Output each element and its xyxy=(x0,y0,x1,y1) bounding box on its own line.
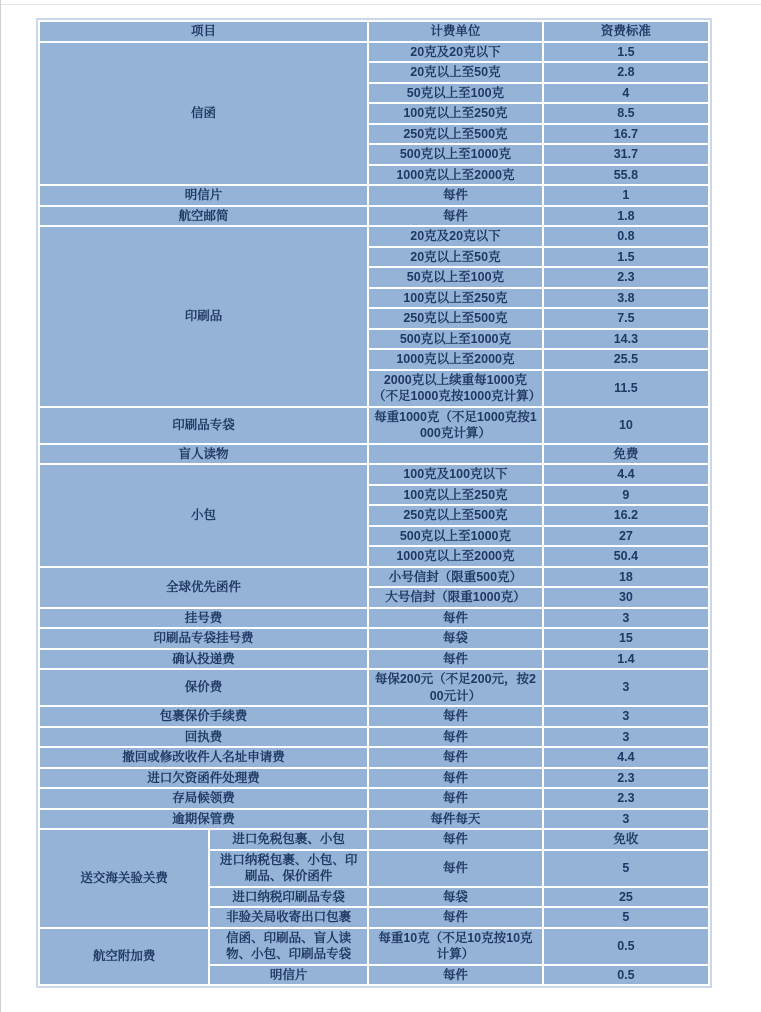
table-row xyxy=(40,789,708,808)
table-cell: 印刷品专袋 xyxy=(40,408,367,443)
table-cell: 每重1000克（不足1000克按1000克计算） xyxy=(369,408,542,443)
table-cell: 免费 xyxy=(544,445,708,464)
table-cell: 每件 xyxy=(369,609,542,628)
table-cell: 100克及100克以下 xyxy=(369,465,542,484)
table-row xyxy=(40,408,708,443)
table-cell: 50克以上至100克 xyxy=(369,268,542,287)
column-header: 项目 xyxy=(40,22,367,41)
table-cell: 每件 xyxy=(369,748,542,767)
table-cell: 5 xyxy=(544,908,708,927)
table-cell: 撤回或修改收件人名址申请费 xyxy=(40,748,367,767)
table-cell: 存局候领费 xyxy=(40,789,367,808)
table-cell: 免收 xyxy=(544,830,708,849)
table-cell: 500克以上至1000克 xyxy=(369,527,542,546)
table-row xyxy=(40,227,708,246)
table-cell: 每件每天 xyxy=(369,810,542,829)
table-cell: 3 xyxy=(544,728,708,747)
table-cell: 20克及20克以下 xyxy=(369,43,542,62)
table-cell: 10 xyxy=(544,408,708,443)
table-cell: 全球优先函件 xyxy=(40,568,367,607)
table-cell: 18 xyxy=(544,568,708,587)
table-cell: 每重10克（不足10克按10克计算） xyxy=(369,929,542,964)
table-cell: 3 xyxy=(544,609,708,628)
table-cell: 1000克以上至2000克 xyxy=(369,350,542,369)
table-cell: 进口纳税包裹、小包、印刷品、保价函件 xyxy=(210,851,367,886)
table-cell: 2.3 xyxy=(544,789,708,808)
table-cell: 每件 xyxy=(369,650,542,669)
table-cell: 31.7 xyxy=(544,145,708,164)
table-cell: 25.5 xyxy=(544,350,708,369)
table-cell: 每件 xyxy=(369,186,542,205)
table-cell: 信函 xyxy=(40,43,367,185)
table-cell: 3 xyxy=(544,810,708,829)
table-cell: 1 xyxy=(544,186,708,205)
table-cell: 250克以上至500克 xyxy=(369,125,542,144)
table-cell: 20克以上至50克 xyxy=(369,248,542,267)
table-cell: 2000克以上续重每1000克（不足1000克按1000克计算） xyxy=(369,371,542,406)
table-row xyxy=(40,707,708,726)
table-cell: 250克以上至500克 xyxy=(369,309,542,328)
table-cell: 每件 xyxy=(369,966,542,985)
table-cell: 每袋 xyxy=(369,888,542,907)
table-cell: 15 xyxy=(544,629,708,648)
table-cell: 100克以上至250克 xyxy=(369,104,542,123)
table-cell: 包裹保价手续费 xyxy=(40,707,367,726)
table-cell: 0.5 xyxy=(544,929,708,964)
table-cell: 小号信封（限重500克） xyxy=(369,568,542,587)
table-cell: 印刷品 xyxy=(40,227,367,406)
table-cell: 每件 xyxy=(369,707,542,726)
postal-fee-table xyxy=(36,18,712,988)
table-cell: 送交海关验关费 xyxy=(40,830,208,927)
table-cell: 小包 xyxy=(40,465,367,566)
table-cell: 进口欠资函件处理费 xyxy=(40,769,367,788)
table-cell: 50克以上至100克 xyxy=(369,84,542,103)
table-cell: 确认投递费 xyxy=(40,650,367,669)
table-row xyxy=(40,728,708,747)
table-cell: 信函、印刷品、盲人读物、小包、印刷品专袋 xyxy=(210,929,367,964)
table-cell: 每保200元（不足200元，按200元计） xyxy=(369,670,542,705)
table-cell: 50.4 xyxy=(544,547,708,566)
table-cell: 25 xyxy=(544,888,708,907)
table-row xyxy=(40,445,708,464)
column-header: 计费单位 xyxy=(369,22,542,41)
table-cell: 16.7 xyxy=(544,125,708,144)
table-row xyxy=(40,670,708,705)
window-edge-top-line xyxy=(0,4,761,5)
table-cell: 100克以上至250克 xyxy=(369,289,542,308)
table-cell: 4.4 xyxy=(544,748,708,767)
table-cell: 逾期保管费 xyxy=(40,810,367,829)
table-cell: 3.8 xyxy=(544,289,708,308)
table-cell: 27 xyxy=(544,527,708,546)
table-cell: 100克以上至250克 xyxy=(369,486,542,505)
table-cell: 1.8 xyxy=(544,207,708,226)
table-cell: 3 xyxy=(544,670,708,705)
table-cell: 保价费 xyxy=(40,670,367,705)
table-row xyxy=(40,568,708,587)
column-header: 资费标准 xyxy=(544,22,708,41)
table-cell: 非验关局收寄出口包裹 xyxy=(210,908,367,927)
table-cell: 0.8 xyxy=(544,227,708,246)
table-cell: 14.3 xyxy=(544,330,708,349)
table-cell: 1000克以上至2000克 xyxy=(369,547,542,566)
table-cell: 9 xyxy=(544,486,708,505)
table-cell: 1.5 xyxy=(544,43,708,62)
table-row xyxy=(40,810,708,829)
table-cell: 明信片 xyxy=(210,966,367,985)
table-cell: 500克以上至1000克 xyxy=(369,330,542,349)
table-cell xyxy=(369,445,542,464)
table-cell: 回执费 xyxy=(40,728,367,747)
table-cell: 20克及20克以下 xyxy=(369,227,542,246)
table-row xyxy=(40,830,708,849)
table-cell: 2.3 xyxy=(544,268,708,287)
table-cell: 500克以上至1000克 xyxy=(369,145,542,164)
table-cell: 进口免税包裹、小包 xyxy=(210,830,367,849)
table-cell: 盲人读物 xyxy=(40,445,367,464)
table-cell: 4 xyxy=(544,84,708,103)
table-row xyxy=(40,650,708,669)
table-cell: 8.5 xyxy=(544,104,708,123)
table-cell: 大号信封（限重1000克） xyxy=(369,588,542,607)
header-row xyxy=(40,22,708,41)
table-cell: 每件 xyxy=(369,830,542,849)
table-cell: 每件 xyxy=(369,908,542,927)
table-cell: 1.4 xyxy=(544,650,708,669)
table-cell: 4.4 xyxy=(544,465,708,484)
table-cell: 250克以上至500克 xyxy=(369,506,542,525)
table-cell: 1.5 xyxy=(544,248,708,267)
table-cell: 航空邮简 xyxy=(40,207,367,226)
table-cell: 每件 xyxy=(369,728,542,747)
table-row xyxy=(40,207,708,226)
table-row xyxy=(40,609,708,628)
table-cell: 2.8 xyxy=(544,63,708,82)
table-cell: 30 xyxy=(544,588,708,607)
table-row xyxy=(40,186,708,205)
table-header xyxy=(40,22,708,41)
table-cell: 1000克以上至2000克 xyxy=(369,166,542,185)
table-cell: 每件 xyxy=(369,789,542,808)
table-cell: 0.5 xyxy=(544,966,708,985)
table-cell: 每件 xyxy=(369,769,542,788)
table-cell: 3 xyxy=(544,707,708,726)
table-cell: 20克以上至50克 xyxy=(369,63,542,82)
window-edge-left-line xyxy=(0,0,1,1012)
table-cell: 5 xyxy=(544,851,708,886)
table-cell: 挂号费 xyxy=(40,609,367,628)
table-cell: 7.5 xyxy=(544,309,708,328)
table-row xyxy=(40,748,708,767)
table-cell: 每件 xyxy=(369,207,542,226)
table-row xyxy=(40,465,708,484)
table-cell: 明信片 xyxy=(40,186,367,205)
table-row xyxy=(40,769,708,788)
table-cell: 进口纳税印刷品专袋 xyxy=(210,888,367,907)
table-cell: 印刷品专袋挂号费 xyxy=(40,629,367,648)
table-row xyxy=(40,43,708,62)
table-row xyxy=(40,629,708,648)
table-cell: 航空附加费 xyxy=(40,929,208,985)
table-cell: 每袋 xyxy=(369,629,542,648)
table-cell: 2.3 xyxy=(544,769,708,788)
table-cell: 55.8 xyxy=(544,166,708,185)
table-body xyxy=(40,43,708,985)
table-row xyxy=(40,929,708,964)
table-cell: 16.2 xyxy=(544,506,708,525)
table-cell: 11.5 xyxy=(544,371,708,406)
table-cell: 每件 xyxy=(369,851,542,886)
